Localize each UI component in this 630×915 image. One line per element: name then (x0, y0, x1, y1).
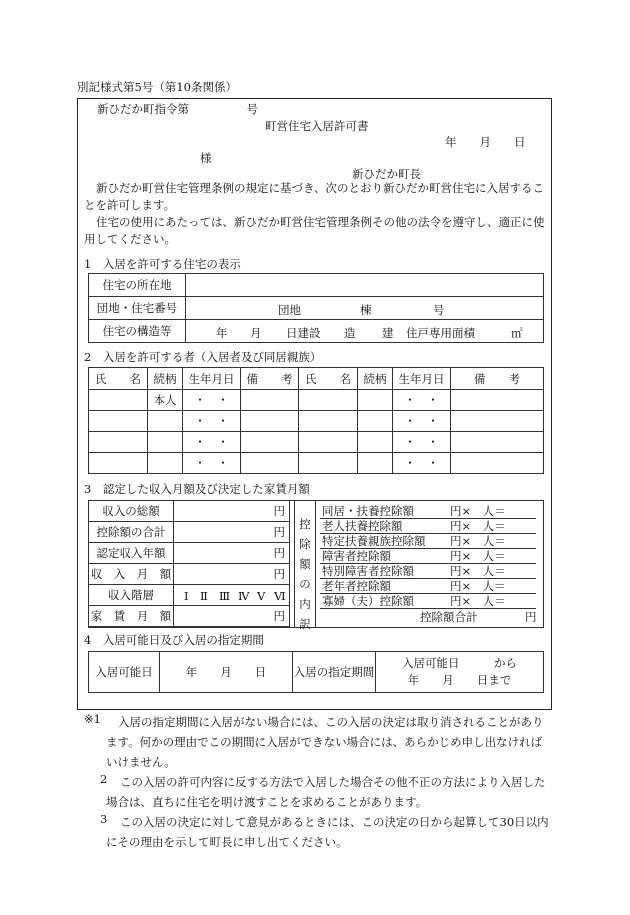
column-header: 氏 名 (89, 368, 148, 390)
note-1: 入居の指定期間に入居がない場合には、この入居の決定は取り消されることがあります。何かの理由でこの期間に入居ができない場合には、あらかじめ申し出なければいけません。 (106, 715, 544, 769)
dob-cell: ・ ・ (393, 411, 451, 432)
deduction-label: 寡婦（夫）控除額 (322, 594, 414, 608)
value-period: 入居可能日 から 年 月 日まで (376, 652, 544, 693)
document-number: 新ひだか町指令第 号 (97, 102, 258, 116)
section3-heading: 3 認定した収入月額及び決定した家賃月額 (84, 482, 310, 496)
dob-cell: ・ ・ (183, 411, 241, 432)
column-header: 続柄 (358, 368, 393, 390)
label-move-in-date: 入居可能日 (89, 652, 160, 693)
note-3: この入居の決定に対して意見があるときには、この決定の日から起算して30日以内にその理由を示して町長に申し出てください。 (106, 815, 549, 849)
value-structure: 年 月 日建設 造 建 住戸専用面積 ㎡ (186, 320, 544, 343)
note-mark: ※1 (84, 712, 101, 726)
income-table: 収入の総額 円 控除額の合計 円 認定収入年額 円 収 入 月 額 円 収入階層 Ⅰ Ⅱ Ⅲ Ⅳ Ⅴ Ⅵ 家 賃 月 額 円 (88, 500, 290, 627)
label-annual-income: 認定収入年額 (89, 543, 174, 564)
deduction-row (322, 503, 506, 519)
deduction-row (322, 533, 506, 549)
label-monthly-income: 収 入 月 額 (89, 564, 174, 585)
deduction-calc: 円× 人＝ (450, 519, 506, 533)
deduction-calc: 円× 人＝ (450, 579, 506, 593)
deduction-total-unit: 円 (525, 610, 537, 624)
deduction-total-label: 控除額合計 (420, 610, 478, 624)
deduction-calc: 円× 人＝ (450, 594, 506, 608)
paragraph-usage: 住宅の使用にあたっては、新ひだか町営住宅管理条例その他の法令を遵守し、適正に使用してください。 (84, 215, 545, 246)
section2-heading: 2 入居を許可する者（入居者及び同居親族） (84, 350, 322, 364)
dob-cell: ・ ・ (183, 432, 241, 453)
dob-cell: ・ ・ (393, 390, 451, 411)
deduction-label: 障害者控除額 (322, 549, 391, 563)
residents-table (88, 367, 544, 474)
column-header: 備 考 (241, 368, 299, 390)
note-2: この入居の許可内容に反する方法で入居した場合その他不正の方法により入居した場合は、直ちに住宅を明け渡すことを求めることがあります。 (106, 775, 546, 809)
label-deduction-total: 控除額の合計 (89, 522, 174, 543)
deduction-label: 老年者控除額 (322, 579, 391, 593)
form-reference: 別記様式第5号（第10条関係） (77, 80, 237, 94)
deduction-label: 同居・扶養控除額 (322, 504, 414, 518)
paragraph-permission: 新ひだか町営住宅管理条例の規定に基づき、次のとおり新ひだか町営住宅に入居することを許可します。 (84, 181, 545, 212)
issue-date: 年 月 日 (445, 135, 526, 149)
label-period: 入居の指定期間 (293, 652, 376, 693)
dob-cell: ・ ・ (393, 453, 451, 474)
section1-heading: 1 入居を許可する住宅の表示 (84, 257, 241, 271)
deduction-calc: 円× 人＝ (450, 504, 506, 518)
deduction-calc: 円× 人＝ (450, 534, 506, 548)
column-header: 生年月日 (393, 368, 451, 390)
table-row (89, 453, 544, 474)
relation-self: 本人 (148, 390, 183, 411)
table-row (89, 411, 544, 432)
deduction-calc: 円× 人＝ (450, 564, 506, 578)
table-row (89, 432, 544, 453)
deduction-label: 特別障害者控除額 (322, 564, 414, 578)
value-address (186, 274, 544, 297)
deduction-row (322, 518, 506, 534)
column-header: 氏 名 (299, 368, 358, 390)
deduction-row (322, 548, 506, 564)
label-rent: 家 賃 月 額 (89, 606, 174, 627)
note-mark: 3 (100, 812, 108, 826)
note-mark: 2 (100, 772, 108, 786)
dob-cell: ・ ・ (183, 453, 241, 474)
label-structure: 住宅の構造等 (89, 320, 186, 343)
label-total-income: 収入の総額 (89, 501, 174, 522)
table-row (89, 390, 544, 411)
issuer: 新ひだか町長 (352, 167, 421, 181)
deduction-label: 老人扶養控除額 (322, 519, 403, 533)
income-levels: Ⅰ Ⅱ Ⅲ Ⅳ Ⅴ Ⅵ (174, 585, 290, 606)
label-income-level: 収入階層 (89, 585, 174, 606)
deduction-row (322, 563, 506, 579)
value-move-in-date: 年 月 日 (160, 652, 293, 693)
dob-cell: ・ ・ (183, 390, 241, 411)
label-housing-number: 団地・住宅番号 (89, 297, 186, 320)
column-header: 生年月日 (183, 368, 241, 390)
deduction-row (322, 578, 506, 594)
dob-cell: ・ ・ (393, 432, 451, 453)
deduction-row (322, 593, 506, 609)
deduction-calc: 円× 人＝ (450, 549, 506, 563)
deduction-vertical-label: 控 除 額 の 内 訳 (299, 517, 311, 631)
period-table (88, 651, 544, 693)
column-header: 続柄 (148, 368, 183, 390)
column-header: 備 考 (451, 368, 544, 390)
addressee-suffix: 様 (200, 151, 212, 165)
label-address: 住宅の所在地 (89, 274, 186, 297)
document-title: 町営住宅入居許可書 (265, 119, 369, 133)
value-housing-number: 団地 棟 号 (186, 297, 544, 320)
section4-heading: 4 入居可能日及び入居の指定期間 (84, 633, 264, 647)
deduction-label: 特定扶養親族控除額 (322, 534, 426, 548)
housing-table (88, 273, 544, 343)
